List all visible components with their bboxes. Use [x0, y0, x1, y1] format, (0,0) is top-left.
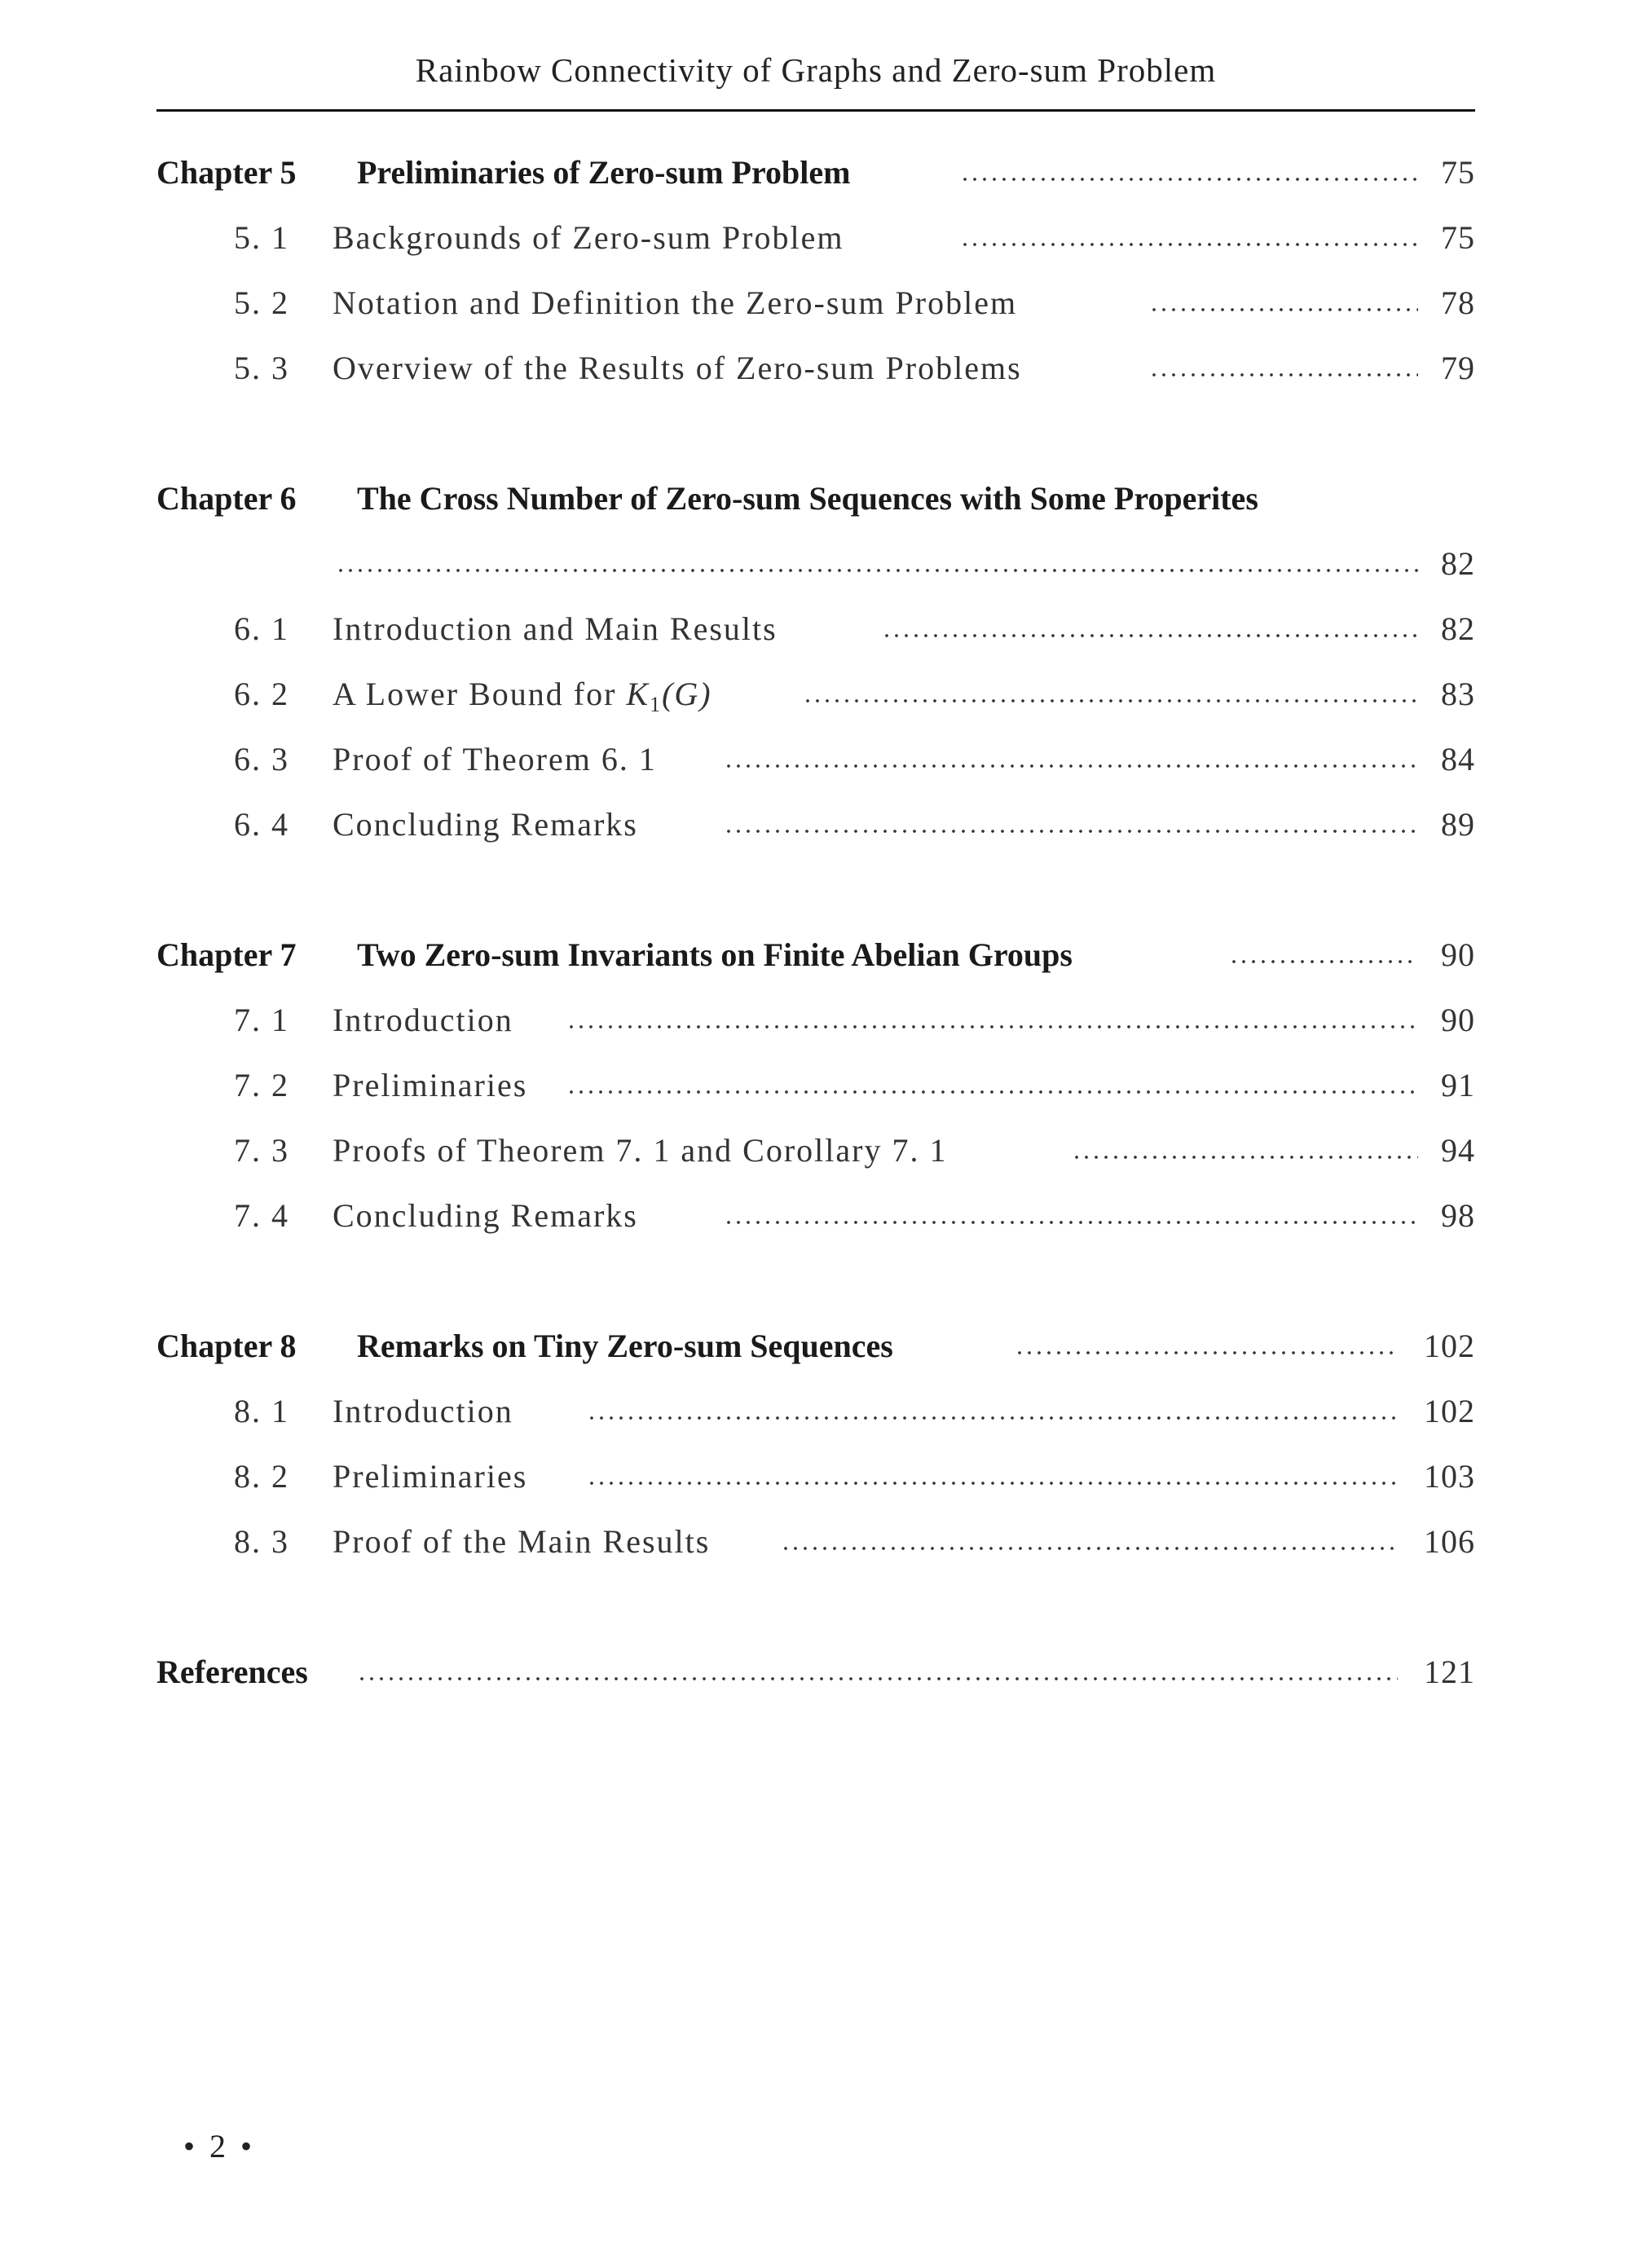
folio-number: 2 — [209, 2128, 241, 2165]
section-title: Introduction and Main Results — [333, 610, 778, 647]
section-title: Proof of Theorem 6. 1 — [333, 741, 657, 777]
section-number: 6. 1 — [234, 610, 289, 647]
page-number: 98 — [1441, 1197, 1475, 1234]
section-number: 7. 4 — [234, 1197, 289, 1234]
section-title: Overview of the Results of Zero-sum Problems — [333, 350, 1022, 386]
section-title: Proofs of Theorem 7. 1 and Corollary 7. 1 — [333, 1132, 948, 1169]
toc-section-5-2[interactable] — [0, 284, 1630, 332]
toc-section-8-1[interactable] — [0, 1392, 1630, 1441]
page-number: 84 — [1441, 741, 1475, 777]
folio-page-number: •2• — [183, 2128, 267, 2165]
section-title: Concluding Remarks — [333, 806, 638, 843]
toc-section-7-3[interactable] — [0, 1131, 1630, 1180]
leader-dots — [803, 699, 1418, 702]
page-number: 83 — [1441, 676, 1475, 712]
chapter-label: Chapter 7 — [156, 936, 297, 973]
math-symbol: K — [626, 676, 650, 712]
leader-dots — [724, 1221, 1418, 1224]
leader-dots — [1149, 373, 1418, 377]
page-number: 94 — [1441, 1132, 1475, 1169]
page-number: 75 — [1441, 154, 1475, 191]
toc-references[interactable] — [0, 1653, 1630, 1702]
section-title: Proof of the Main Results — [333, 1523, 711, 1560]
toc-chapter-8[interactable] — [0, 1327, 1630, 1376]
page-number: 103 — [1424, 1458, 1475, 1495]
toc-section-8-3[interactable] — [0, 1522, 1630, 1571]
header-rule — [156, 109, 1475, 112]
chapter-title: Remarks on Tiny Zero-sum Sequences — [357, 1328, 893, 1364]
leader-dots — [882, 634, 1418, 637]
section-number: 5. 3 — [234, 350, 289, 386]
section-number: 8. 2 — [234, 1458, 289, 1495]
toc-section-7-4[interactable] — [0, 1196, 1630, 1245]
section-title: Concluding Remarks — [333, 1197, 638, 1234]
section-title — [333, 675, 712, 716]
section-title: Introduction — [333, 1393, 513, 1429]
section-number: 5. 2 — [234, 284, 289, 321]
toc-section-6-4[interactable] — [0, 805, 1630, 854]
page-number: 102 — [1424, 1328, 1475, 1364]
page-number: 90 — [1441, 936, 1475, 973]
section-number: 7. 1 — [234, 1002, 289, 1038]
section-number: 6. 3 — [234, 741, 289, 777]
toc-section-6-2[interactable] — [0, 675, 1630, 724]
toc-section-7-1[interactable] — [0, 1001, 1630, 1050]
chapter-title: Two Zero-sum Invariants on Finite Abelian Groups — [357, 936, 1073, 973]
running-head: Rainbow Connectivity of Graphs and Zero-sum Problem — [415, 51, 1217, 89]
page-number: 102 — [1424, 1393, 1475, 1429]
toc-section-6-1[interactable] — [0, 610, 1630, 658]
leader-dots — [724, 830, 1418, 833]
section-number: 8. 3 — [234, 1523, 289, 1560]
section-number: 8. 1 — [234, 1393, 289, 1429]
chapter-title: The Cross Number of Zero-sum Sequences with Some Properites — [357, 480, 1258, 517]
leader-dots — [960, 243, 1418, 246]
page-number: 106 — [1424, 1523, 1475, 1560]
section-number: 7. 2 — [234, 1067, 289, 1103]
page-number: 91 — [1441, 1067, 1475, 1103]
toc-section-6-3[interactable] — [0, 740, 1630, 789]
chapter-title: Preliminaries of Zero-sum Problem — [357, 154, 851, 191]
leader-dots — [1149, 308, 1418, 311]
page-number: 75 — [1441, 219, 1475, 256]
page-number: 82 — [1441, 610, 1475, 647]
page-number: 78 — [1441, 284, 1475, 321]
leader-dots — [1072, 1156, 1418, 1159]
chapter-label: Chapter 8 — [156, 1328, 297, 1364]
toc-section-5-1[interactable] — [0, 218, 1630, 267]
math-subscript: 1 — [650, 693, 663, 716]
section-title: Backgrounds of Zero-sum Problem — [333, 219, 844, 256]
section-title: Preliminaries — [333, 1067, 528, 1103]
page-number: 82 — [1441, 545, 1475, 582]
references-title: References — [156, 1654, 308, 1690]
section-number: 7. 3 — [234, 1132, 289, 1169]
leader-dots — [1015, 1351, 1398, 1354]
leader-dots — [587, 1416, 1398, 1420]
toc-chapter-6[interactable] — [0, 479, 1630, 528]
chapter-label: Chapter 6 — [156, 480, 297, 517]
section-title: Introduction — [333, 1002, 513, 1038]
section-number: 6. 4 — [234, 806, 289, 843]
leader-dots — [724, 764, 1418, 768]
section-title: Notation and Definition the Zero-sum Problem — [333, 284, 1018, 321]
leader-dots — [566, 1090, 1418, 1094]
toc-section-8-2[interactable] — [0, 1457, 1630, 1506]
toc-section-7-2[interactable] — [0, 1066, 1630, 1115]
leader-dots — [357, 1677, 1398, 1680]
math-argument: (G) — [662, 676, 712, 712]
leader-dots — [336, 569, 1418, 572]
section-number: 5. 1 — [234, 219, 289, 256]
leader-dots — [960, 178, 1418, 181]
section-title: Preliminaries — [333, 1458, 528, 1495]
toc-section-5-3[interactable] — [0, 349, 1630, 398]
section-number: 6. 2 — [234, 676, 289, 712]
page-number: 90 — [1441, 1002, 1475, 1038]
section-title-text: A Lower Bound for — [333, 676, 627, 712]
leader-dots — [566, 1025, 1418, 1028]
leader-dots — [781, 1547, 1398, 1550]
leader-dots — [587, 1482, 1398, 1485]
toc-chapter-6-continuation[interactable] — [0, 544, 1630, 593]
page-number: 121 — [1424, 1654, 1475, 1690]
toc-chapter-7[interactable] — [0, 936, 1630, 984]
page-number: 89 — [1441, 806, 1475, 843]
page-number: 79 — [1441, 350, 1475, 386]
leader-dots — [1229, 960, 1418, 963]
toc-chapter-5[interactable] — [0, 153, 1630, 202]
chapter-label: Chapter 5 — [156, 154, 297, 191]
